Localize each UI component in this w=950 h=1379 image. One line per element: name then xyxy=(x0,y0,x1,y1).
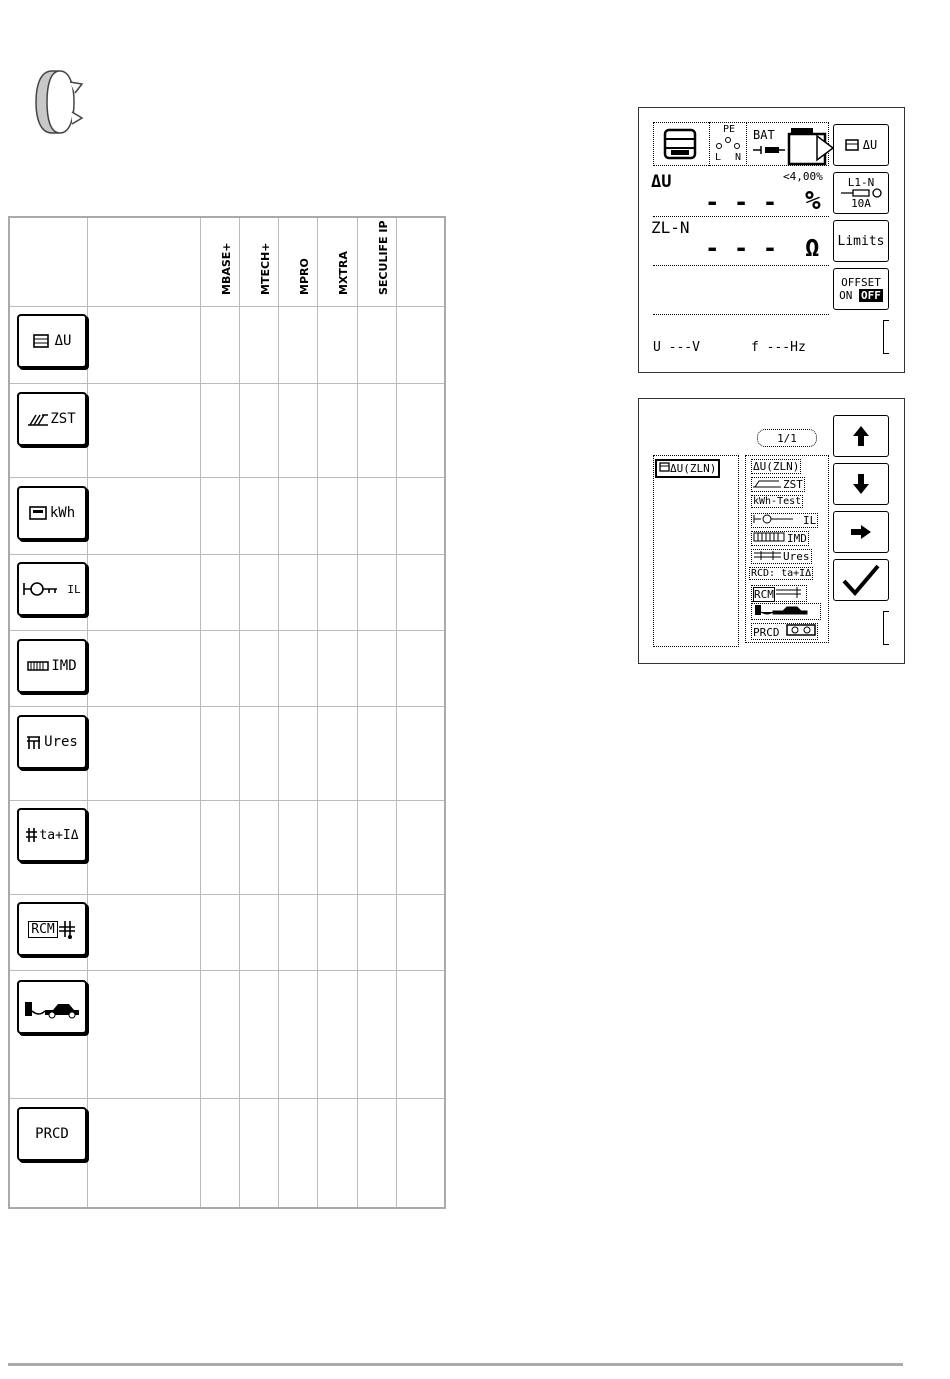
page-indicator-label: 1/1 xyxy=(777,431,797,445)
arrow-up-button[interactable] xyxy=(833,415,889,457)
arrow-right-button[interactable] xyxy=(833,511,889,553)
du-value: - - - xyxy=(705,188,778,216)
meter-icon xyxy=(663,128,697,160)
key-ev-charging[interactable] xyxy=(17,980,87,1034)
ev-charging-icon xyxy=(753,604,819,616)
scroll-bracket xyxy=(883,611,889,645)
key-rcm-label: RCM xyxy=(28,921,57,938)
key-il[interactable] xyxy=(17,562,87,616)
voltage-readout: U ---V xyxy=(653,340,700,355)
rcd-icon xyxy=(25,827,39,843)
frequency-readout: f ---Hz xyxy=(751,340,806,355)
meter-icon xyxy=(33,334,49,348)
arrow-down-button[interactable] xyxy=(833,463,889,505)
l-label: L xyxy=(715,152,722,163)
key-rcd-ta[interactable] xyxy=(17,808,87,862)
earth-probe-icon xyxy=(28,412,50,426)
column-header-mbase: MBASE+ xyxy=(220,242,233,295)
meter-icon xyxy=(845,139,859,151)
softkey-l1n-label: L1-N xyxy=(847,176,875,189)
column-header-mxtra: MXTRA xyxy=(337,251,350,295)
pe-label: PE xyxy=(723,124,736,135)
softkey-du-label: ΔU xyxy=(862,137,878,152)
column-header-mpro: MPRO xyxy=(298,258,311,295)
meter-icon xyxy=(659,462,670,472)
key-prcd-label: PRCD xyxy=(35,1126,69,1142)
function-select-screen xyxy=(638,398,905,664)
arrow-up-icon xyxy=(851,424,871,448)
key-il-label: IL xyxy=(67,582,81,596)
key-rcm[interactable] xyxy=(17,902,87,956)
rcm-arrows-icon xyxy=(775,586,805,598)
key-imd-label: IMD xyxy=(51,658,77,674)
key-ures[interactable] xyxy=(17,715,87,769)
key-zst-label: ZST xyxy=(50,411,76,427)
checkmark-icon xyxy=(841,563,881,597)
softkey-limits-label: Limits xyxy=(837,233,885,249)
n-label: N xyxy=(735,152,742,163)
column-header-seculife: SECULIFE IP xyxy=(377,220,390,295)
key-ures-label: Ures xyxy=(44,734,78,750)
rcm-arrows-icon xyxy=(58,919,76,939)
option-imd[interactable]: IMD xyxy=(751,531,809,546)
option-prcd[interactable]: PRCD xyxy=(751,623,818,640)
softkey-l1n[interactable] xyxy=(833,172,889,214)
zln-unit: Ω xyxy=(805,234,820,262)
selector-pointer-icon xyxy=(787,126,835,166)
option-il[interactable]: IL xyxy=(751,513,818,528)
key-prcd[interactable] xyxy=(17,1107,87,1161)
ev-charging-icon xyxy=(23,995,81,1019)
option-rcd-ta[interactable]: RCD: ta+IΔ xyxy=(751,568,812,579)
terminal-dots-icon xyxy=(715,136,741,150)
residual-voltage-icon xyxy=(753,550,783,560)
selected-function[interactable] xyxy=(655,459,720,478)
du-unit: % xyxy=(805,186,821,216)
confirm-button[interactable] xyxy=(833,559,889,601)
zln-value: - - - xyxy=(705,234,778,262)
clamp-meter-icon xyxy=(753,514,803,524)
key-du[interactable] xyxy=(17,314,87,368)
softkey-du[interactable] xyxy=(833,124,889,166)
prcd-plug-icon xyxy=(786,624,816,636)
option-du-zln[interactable]: ΔU(ZLN) xyxy=(753,460,800,473)
footer-rule xyxy=(8,1363,903,1366)
softkey-offset-label: OFFSET xyxy=(841,276,881,289)
option-ures[interactable]: Ures xyxy=(751,549,812,564)
du-symbol: ΔU xyxy=(651,172,672,192)
key-imd[interactable] xyxy=(17,639,87,693)
selected-list xyxy=(653,455,739,647)
zln-symbol: ZL-N xyxy=(651,218,690,237)
selected-function-label: ΔU(ZLN) xyxy=(670,462,717,475)
arrow-down-icon xyxy=(851,472,871,496)
function-availability-table xyxy=(8,216,446,1209)
energy-meter-icon xyxy=(29,506,47,520)
key-zst[interactable] xyxy=(17,392,87,446)
earth-probe-icon xyxy=(753,480,783,488)
du-limit: <4,00% xyxy=(783,170,823,183)
softkey-offset[interactable] xyxy=(833,268,889,310)
option-rcm[interactable]: RCM xyxy=(751,585,807,602)
softkey-amp-label: 10A xyxy=(851,197,871,210)
scroll-bracket xyxy=(883,320,889,354)
key-kwh[interactable] xyxy=(17,486,87,540)
option-zst[interactable]: ZST xyxy=(751,477,805,492)
battery-label: BAT xyxy=(753,128,775,142)
clamp-meter-icon xyxy=(23,580,67,598)
page-indicator xyxy=(757,429,817,447)
battery-icon xyxy=(751,144,787,156)
key-rcd-ta-label: ta+IΔ xyxy=(39,827,79,843)
softkey-limits[interactable] xyxy=(833,220,889,262)
softkey-on-label: ON xyxy=(839,289,853,302)
key-du-label: ΔU xyxy=(54,333,72,349)
softkey-off-label: OFF xyxy=(861,289,881,302)
insulation-monitor-icon xyxy=(753,532,787,542)
residual-voltage-icon xyxy=(26,734,42,750)
option-ev-charging[interactable] xyxy=(751,603,821,620)
insulation-monitor-icon xyxy=(27,660,49,672)
column-header-mtech: MTECH+ xyxy=(259,242,272,295)
key-kwh-label: kWh xyxy=(49,505,76,521)
arrow-right-icon xyxy=(849,523,873,541)
rotary-selector-icon xyxy=(30,66,90,138)
measurement-screen xyxy=(638,107,905,373)
option-kwh-test[interactable]: kWh-Test xyxy=(753,496,802,507)
